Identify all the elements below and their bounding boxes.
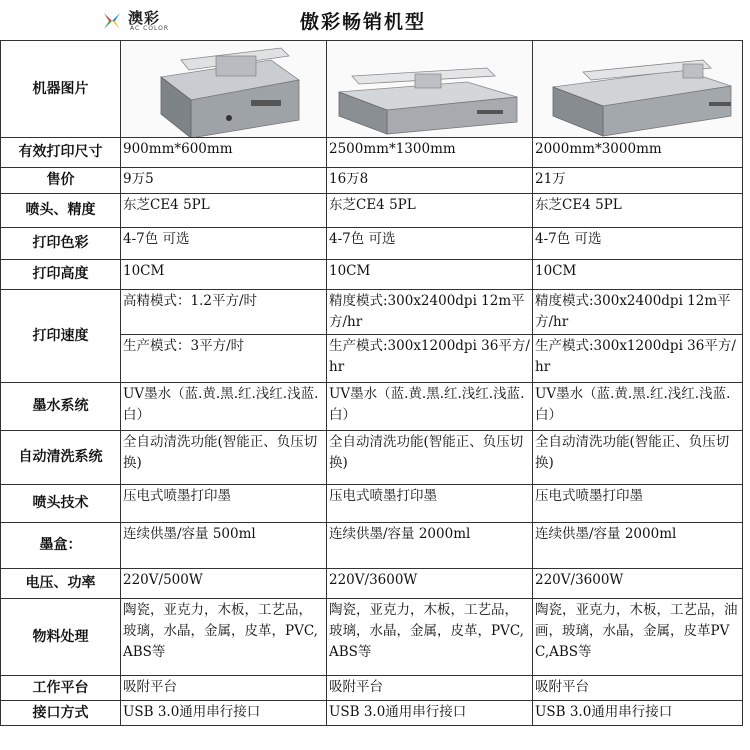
- table-row: [1, 599, 743, 676]
- cell-value: 全自动清洗功能(智能正、负压切换): [327, 431, 533, 485]
- cell-value: 2500mm*1300mm: [327, 138, 533, 168]
- spec-table: [0, 40, 743, 726]
- cell-value: 4-7色 可选: [533, 228, 743, 260]
- brand-logo: [100, 7, 190, 35]
- cell-value: 吸附平台: [533, 676, 743, 701]
- row-label: 自动清洗系统: [1, 431, 121, 485]
- cell-value: USB 3.0通用串行接口: [121, 701, 327, 726]
- page-title: 傲彩畅销机型: [300, 11, 427, 33]
- cell-value: 2000mm*3000mm: [533, 138, 743, 168]
- table-row: [1, 41, 743, 138]
- row-label: 有效打印尺寸: [1, 138, 121, 168]
- cell-value: 21万: [533, 168, 743, 194]
- printer-illustration-2: [327, 42, 531, 137]
- cell-value: 精度模式:300x2400dpi 12m平方/hr: [533, 290, 743, 335]
- cell-value: 900mm*600mm: [121, 138, 327, 168]
- table-row: [1, 676, 743, 701]
- row-label: 打印色彩: [1, 228, 121, 260]
- row-label: 墨盒：: [1, 523, 121, 569]
- cell-value: 陶瓷，亚克力，木板，工艺品，玻璃，水晶，金属，皮革，PVC,ABS等: [327, 599, 533, 676]
- machine-image-2: [327, 41, 533, 138]
- logo-mark-icon: [100, 9, 124, 33]
- row-label: 物料处理: [1, 599, 121, 676]
- cell-value: 连续供墨/容量 500ml: [121, 523, 327, 569]
- cell-value: 连续供墨/容量 2000ml: [533, 523, 743, 569]
- cell-value: 10CM: [121, 260, 327, 290]
- table-row: [1, 228, 743, 260]
- row-label: 机器图片: [1, 41, 121, 138]
- row-label: 喷头、精度: [1, 194, 121, 228]
- table-row: [1, 569, 743, 599]
- cell-value: UV墨水（蓝.黄.黑.红.浅红.浅蓝.白）: [121, 383, 327, 431]
- machine-image-3: [533, 41, 743, 138]
- row-label: 打印速度: [1, 290, 121, 383]
- cell-value: 高精模式：1.2平方/时: [121, 290, 327, 335]
- cell-value: 压电式喷墨打印墨: [327, 485, 533, 523]
- cell-value: 4-7色 可选: [121, 228, 327, 260]
- cell-value: 东芝CE4 5PL: [533, 194, 743, 228]
- cell-value: USB 3.0通用串行接口: [533, 701, 743, 726]
- cell-value: 10CM: [533, 260, 743, 290]
- cell-value: 生产模式：3平方/时: [121, 335, 327, 383]
- table-row: [1, 431, 743, 485]
- row-label: 工作平台: [1, 676, 121, 701]
- cell-value: 16万8: [327, 168, 533, 194]
- cell-value: 10CM: [327, 260, 533, 290]
- row-label: 接口方式: [1, 701, 121, 726]
- cell-value: 东芝CE4 5PL: [121, 194, 327, 228]
- table-row: [1, 138, 743, 168]
- cell-value: 连续供墨/容量 2000ml: [327, 523, 533, 569]
- table-row: [1, 168, 743, 194]
- cell-value: 全自动清洗功能(智能正、负压切换): [533, 431, 743, 485]
- printer-illustration-3: [533, 42, 741, 137]
- brand-name: 澳彩: [128, 9, 161, 27]
- cell-value: UV墨水（蓝.黄.黑.红.浅红.浅蓝.白）: [327, 383, 533, 431]
- cell-value: 吸附平台: [121, 676, 327, 701]
- cell-value: 压电式喷墨打印墨: [121, 485, 327, 523]
- cell-value: 陶瓷，亚克力，木板，工艺品，玻璃，水晶，金属，皮革，PVC,ABS等: [121, 599, 327, 676]
- printer-illustration-1: [121, 42, 325, 137]
- machine-image-1: [121, 41, 327, 138]
- row-label: 喷头技术: [1, 485, 121, 523]
- cell-value: 生产模式:300x1200dpi 36平方/hr: [533, 335, 743, 383]
- cell-value: 陶瓷，亚克力，木板，工艺品，油画，玻璃，水晶，金属，皮革PVC,ABS等: [533, 599, 743, 676]
- cell-value: 全自动清洗功能(智能正、负压切换): [121, 431, 327, 485]
- cell-value: 吸附平台: [327, 676, 533, 701]
- cell-value: 东芝CE4 5PL: [327, 194, 533, 228]
- row-label: 打印高度: [1, 260, 121, 290]
- table-row: [1, 701, 743, 726]
- table-row: [1, 485, 743, 523]
- table-row: [1, 523, 743, 569]
- cell-value: 220V/3600W: [327, 569, 533, 599]
- cell-value: 精度模式:300x2400dpi 12m平方/hr: [327, 290, 533, 335]
- table-row: [1, 260, 743, 290]
- table-row: [1, 383, 743, 431]
- cell-value: 220V/3600W: [533, 569, 743, 599]
- row-label: 墨水系统: [1, 383, 121, 431]
- cell-value: 9万5: [121, 168, 327, 194]
- cell-value: USB 3.0通用串行接口: [327, 701, 533, 726]
- header: [0, 0, 750, 40]
- cell-value: 生产模式:300x1200dpi 36平方/hr: [327, 335, 533, 383]
- table-row: [1, 290, 743, 335]
- cell-value: UV墨水（蓝.黄.黑.红.浅红.浅蓝.白）: [533, 383, 743, 431]
- cell-value: 220V/500W: [121, 569, 327, 599]
- row-label: 电压、功率: [1, 569, 121, 599]
- table-row: [1, 194, 743, 228]
- cell-value: 4-7色 可选: [327, 228, 533, 260]
- brand-subtitle: AC COLOR: [130, 25, 170, 32]
- cell-value: 压电式喷墨打印墨: [533, 485, 743, 523]
- row-label: 售价: [1, 168, 121, 194]
